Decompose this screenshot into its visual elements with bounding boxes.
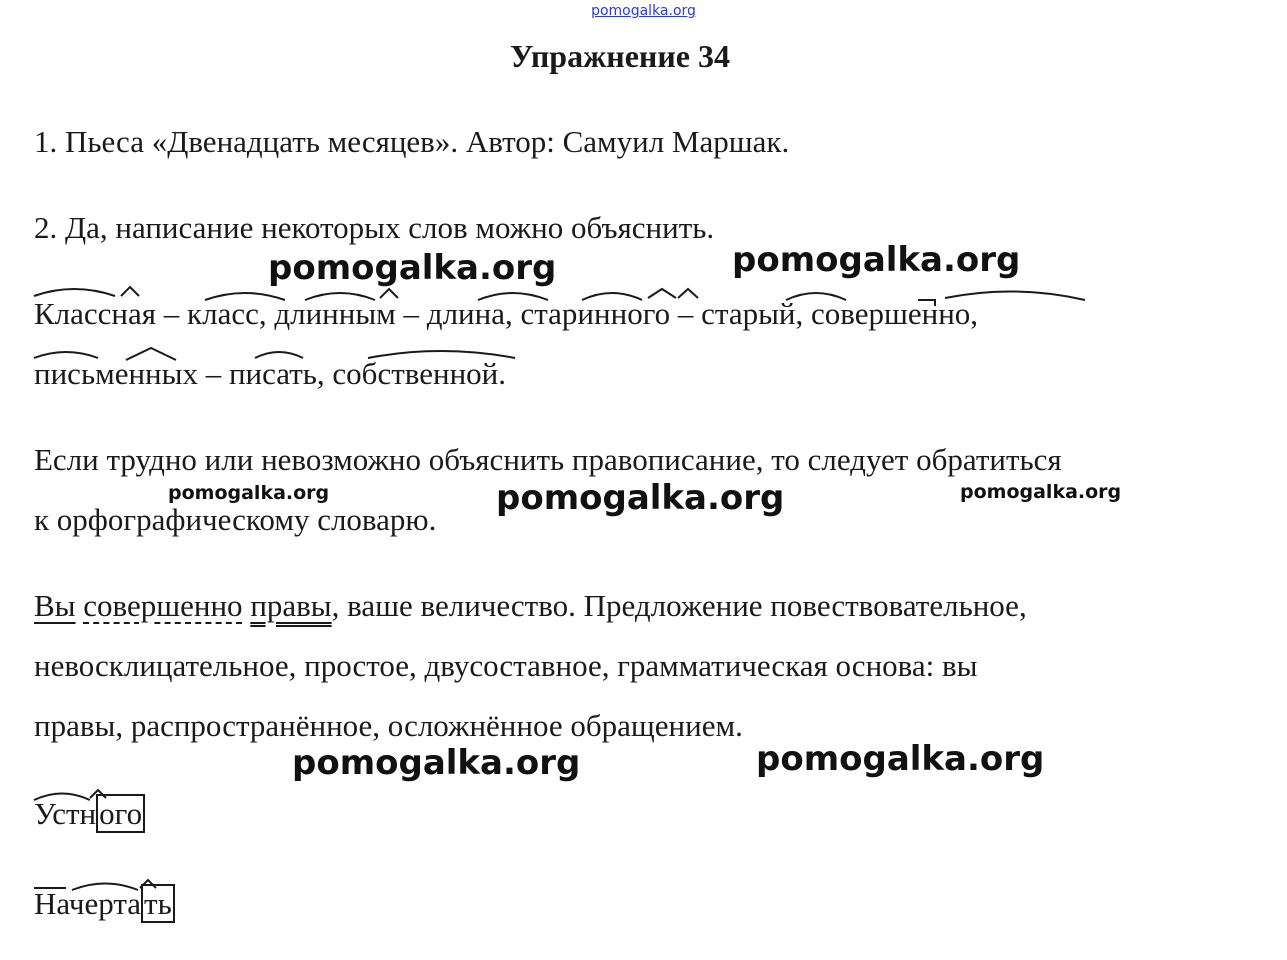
predicate-word: правы bbox=[250, 588, 332, 623]
root-arc bbox=[34, 289, 115, 296]
adverb-word: совершенно bbox=[83, 588, 243, 623]
word-ending: ть bbox=[141, 884, 175, 923]
watermark: pomogalka.org bbox=[756, 739, 1045, 779]
watermark: pomogalka.org bbox=[732, 240, 1021, 280]
suffix-caret bbox=[121, 287, 139, 296]
sentence-analysis-line-2: невосклицательное, простое, двусоставное, грамматическая основа: вы bbox=[34, 648, 978, 683]
word-analysis-line-1: Классная – класс, длинным – длина, старинного – старый, совершенно, bbox=[34, 296, 979, 331]
morpheme-word-1 bbox=[34, 796, 145, 832]
sentence-analysis-line-3: правы, распространённое, осложнённое обращением. bbox=[34, 708, 743, 743]
watermark: pomogalka.org bbox=[960, 481, 1122, 503]
site-link[interactable]: pomogalka.org bbox=[591, 3, 696, 19]
subject-word: Вы bbox=[34, 588, 76, 623]
watermark: pomogalka.org bbox=[496, 478, 785, 518]
answer-1: 1. Пьеса «Двенадцать месяцев». Автор: Самуил Маршак. bbox=[34, 124, 790, 159]
sentence-analysis-line-1 bbox=[34, 588, 1027, 624]
dictionary-note-line-2: к орфографическому словарю. bbox=[34, 502, 437, 537]
sentence-rest: , ваше величество. Предложение повествовательное, bbox=[331, 588, 1027, 623]
watermark: pomogalka.org bbox=[168, 482, 330, 504]
word-ending: ого bbox=[96, 794, 145, 833]
word-stem: Начерта bbox=[34, 886, 142, 921]
dictionary-note-line-1: Если трудно или невозможно объяснить правописание, то следует обратиться bbox=[34, 442, 1062, 477]
word-analysis-line-2: письменных – писать, собственной. bbox=[34, 356, 506, 391]
answer-2: 2. Да, написание некоторых слов можно объяснить. bbox=[34, 210, 715, 245]
morpheme-word-2 bbox=[34, 886, 175, 922]
watermark: pomogalka.org bbox=[268, 248, 557, 288]
page-title: Упражнение 34 bbox=[509, 38, 730, 74]
watermark: pomogalka.org bbox=[292, 743, 581, 783]
word-stem: Устн bbox=[34, 796, 97, 831]
